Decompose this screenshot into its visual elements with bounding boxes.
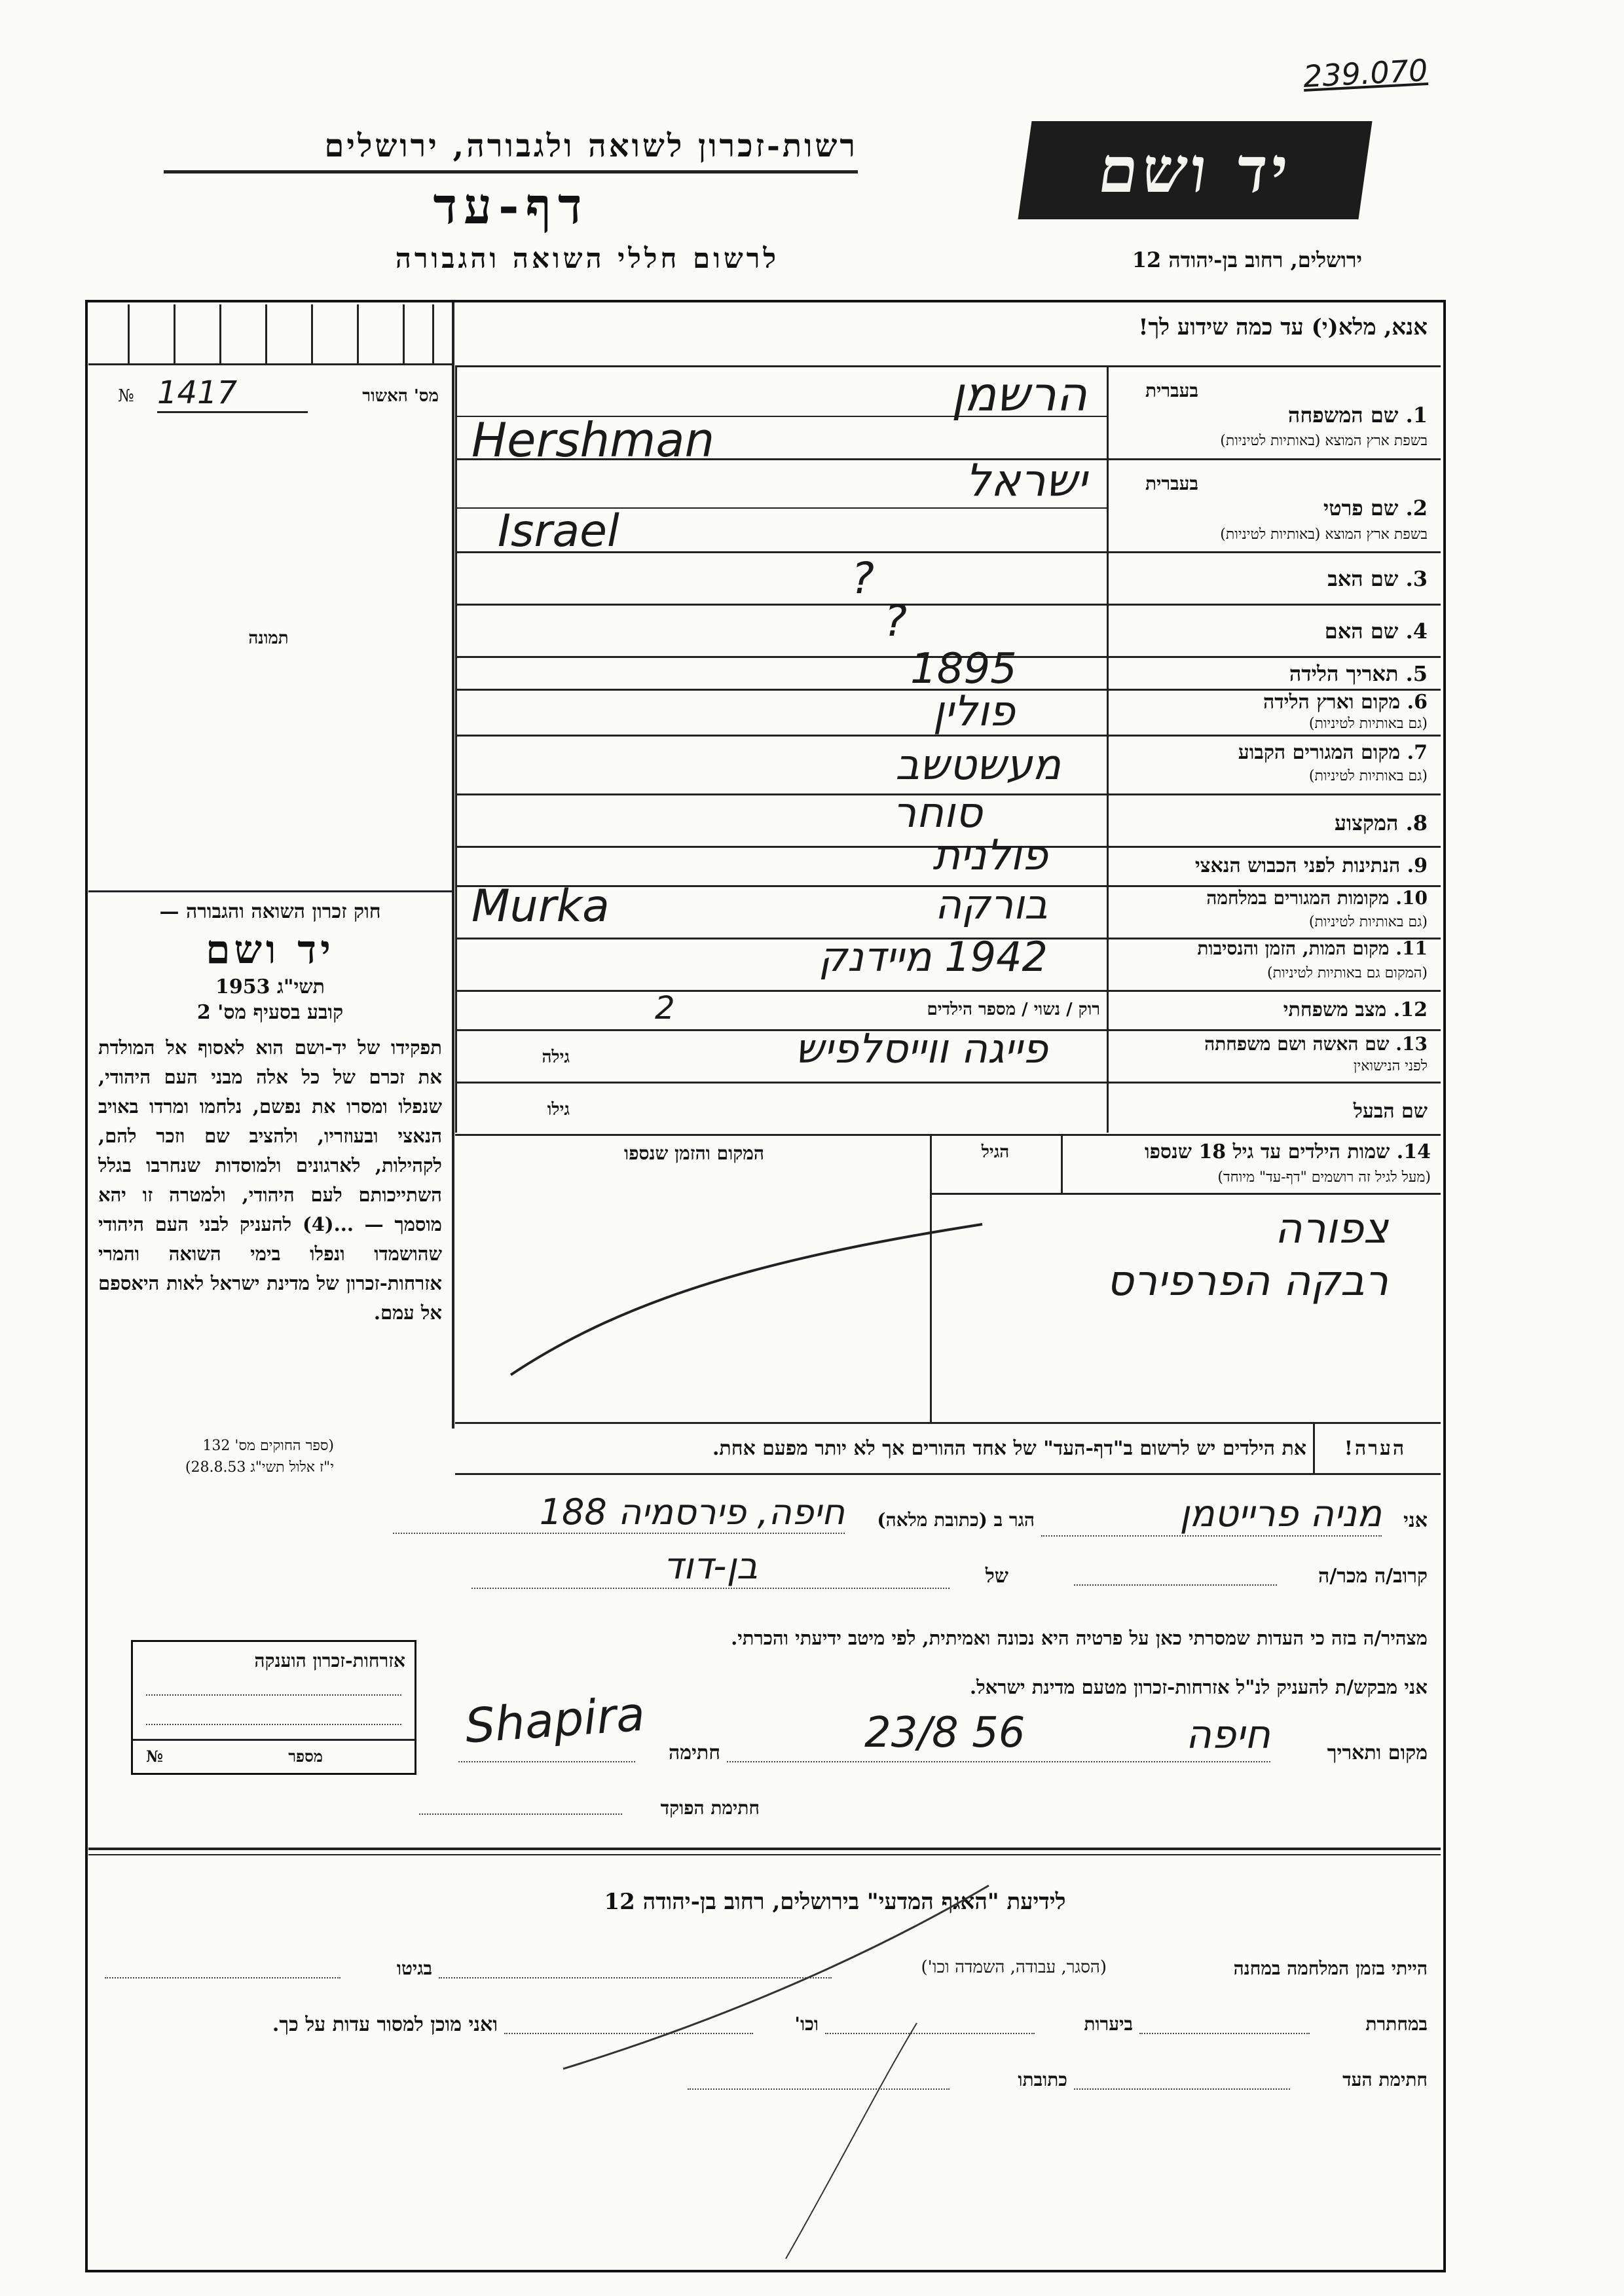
children-place-header: המקום והזמן שנספו <box>624 1142 764 1164</box>
field-1-sub: בשפת ארץ המוצא (באותיות לטיניות) <box>1220 433 1428 449</box>
children-strike-through <box>498 1218 995 1388</box>
field-2-value-latin: Israel <box>498 505 619 557</box>
bottom-title: לידיעת "האגף המדעי" בירושלים, רחוב בן-יהודה 12 <box>604 1889 1066 1915</box>
bottom-line2-b: ביערות <box>1084 2013 1133 2035</box>
citizenship-number-label: מספר <box>288 1747 323 1766</box>
bottom-line1-a: הייתי בזמן המלחמה במחנה <box>1233 1958 1428 1979</box>
field-5-label: 5. תאריך הלידה <box>1289 661 1428 686</box>
field-2-hebrew-tag: בעברית <box>1145 473 1198 494</box>
field-5-value: 1895 <box>910 645 1017 693</box>
law-ref-1: (ספר החוקים מס' 132 <box>202 1438 334 1454</box>
law-clause: קובע בסעיף מס' 2 <box>196 1001 344 1024</box>
law-ref-2: י"ז אלול תשי"ג 28.8.53) <box>185 1459 334 1476</box>
value-column-left <box>455 367 457 1133</box>
field-9-label: 9. הנתינות לפני הכבוש הנאצי <box>1194 854 1428 877</box>
field-2-value-hebrew: ישראל <box>965 455 1087 507</box>
form-title: דף-עד <box>433 177 589 235</box>
field-10-value-hebrew: בורקה <box>934 881 1048 928</box>
law-name: יד ושם <box>206 927 335 973</box>
field-4-label: 4. שם האם <box>1324 619 1428 644</box>
bottom-line1-b: (הסגר, עבודה, השמדה וכו') <box>921 1958 1107 1977</box>
law-year: תשי"ג 1953 <box>215 975 325 998</box>
field-11-value: 1942 מיידנק <box>818 933 1048 981</box>
child-1-name: צפורה <box>1274 1205 1388 1253</box>
relation-line <box>1074 1584 1277 1586</box>
children-sub: (מעל לגיל זה רושמים "דף-עד" מיוחד) <box>1217 1169 1431 1186</box>
field-7-label: 7. מקום המגורים הקבוע <box>1238 741 1428 764</box>
law-text: תפקידו של יד-ושם הוא לאסוף אל המולדת את זכרם של כל אלה מבני העם היהודי, שנפלו ומסרו את נפשם, נלחמו ומרדו באויב הנאצי ובעוזריו, ולהציב שם וזכר להם, לקהילות, לארגונים ולמוסדות שנחרבו בגלל השתייכותם לעם היהודי, ולמטרה זו יהא מוסמך — ...(4) להעניק לבני העם היהודי שהושמדו ונפלו בימי השואה והמרי אזרחות-זכרון של מדינת ישראל לאות היאספם אל עמם. <box>98 1036 442 1324</box>
photo-label: תמונה <box>248 629 289 648</box>
children-label: 14. שמות הילדים עד גיל 18 שנספו <box>1144 1140 1431 1163</box>
field-2-sub: בשפת ארץ המוצא (באותיות לטיניות) <box>1220 526 1428 543</box>
signature-value: Shapira <box>463 1686 647 1754</box>
signature-line <box>458 1761 635 1762</box>
field-8-label: 8. המקצוע <box>1334 811 1428 835</box>
field-6-value: פולין <box>932 687 1015 736</box>
photo-rule <box>88 890 452 892</box>
field-10-label: 10. מקומות המגורים במלחמה <box>1206 887 1428 909</box>
declarant-name: מניה פרייטמן <box>1041 1493 1382 1537</box>
husband-age-label: גילו <box>547 1100 570 1120</box>
field-11-label: 11. מקום המות, הזמן והנסיבות <box>1197 938 1428 959</box>
declaration-line-2: אני מבקש/ת להעניק לנ"ל אזרחות-זכרון מטעם מדינת ישראל. <box>969 1676 1428 1698</box>
bottom-rule-2 <box>88 1854 1441 1855</box>
official-signature-line <box>419 1813 622 1815</box>
field-6-label: 6. מקום וארץ הלידה <box>1263 691 1428 714</box>
field-13-age-label: גילה <box>542 1048 570 1067</box>
official-signature-label: חתימת הפוקד <box>660 1797 760 1819</box>
of-label: של <box>985 1565 1008 1588</box>
field-13-sub: לפני הנישואין <box>1353 1058 1428 1074</box>
archive-number: 239.070 <box>1302 52 1429 94</box>
field-1-hebrew-tag: בעברית <box>1145 380 1198 401</box>
bottom-line2-d: ואני מוכן למסור עדות על כך. <box>272 2013 498 2036</box>
field-1-label: 1. שם המשפחה <box>1287 403 1428 428</box>
intro-text: אנא, מלא(י) עד כמה שידוע לך! <box>1138 314 1428 340</box>
field-12-options: רוק / נשוי / מספר הילדים <box>927 1000 1100 1019</box>
husband-label: שם הבעל <box>1353 1100 1428 1123</box>
field-1-value-latin: Hershman <box>471 412 715 467</box>
field-3-value: ? <box>851 553 875 604</box>
form-subtitle: לרשום חללי השואה והגבורה <box>395 242 779 274</box>
certificate-strip <box>88 304 452 365</box>
declarant-residing-label: הגר ב (כתובת מלאה) <box>877 1509 1035 1531</box>
bottom-line1-c: בגיטו <box>396 1958 432 1979</box>
certificate-number-sign: № <box>118 386 134 406</box>
declaration-line-1: מצהיר/ה בזה כי העדות שמסרתי כאן על פרטיה היא נכונה ואמיתית, לפי מיטב ידיעתי והכרתי. <box>731 1627 1428 1649</box>
certificate-number-value: 1417 <box>157 374 308 413</box>
label-column-divider <box>1107 367 1109 1133</box>
authority-name: רשות-זכרון לשואה ולגבורה, ירושלים <box>324 128 858 164</box>
note-label: הערה! <box>1344 1437 1407 1460</box>
signature-label: חתימה <box>669 1741 720 1764</box>
note-text: את הילדים יש לרשום ב"דף-העד" של אחד ההורים אך לא יותר מפעם אחת. <box>712 1437 1306 1460</box>
law-sidebar <box>98 900 442 1328</box>
yad-vashem-logo: יד ושם <box>1018 121 1372 219</box>
place-date-line <box>727 1761 1270 1762</box>
address: ירושלים, רחוב בן-יהודה 12 <box>1132 247 1362 272</box>
declarant-prefix: אני <box>1403 1509 1428 1532</box>
field-8-value: סוחר <box>893 789 982 837</box>
citizenship-number-sign: № <box>146 1747 164 1766</box>
field-2-label: 2. שם פרטי <box>1323 496 1428 520</box>
certificate-number-label: מס' האשור <box>362 386 439 406</box>
field-1-value-hebrew: הרשמן <box>951 367 1087 422</box>
field-6-sub: (גם באותיות לטיניות) <box>1308 716 1428 732</box>
bottom-line2-a: במחתרת <box>1365 2013 1428 2035</box>
children-age-header: הגיל <box>981 1142 1010 1162</box>
place-value: חיפה <box>1185 1712 1270 1758</box>
left-column-divider <box>452 302 454 1429</box>
citizenship-box <box>131 1640 416 1775</box>
citizenship-title: אזרחות-זכרון הוענקה <box>254 1650 405 1671</box>
relation-value: בן-דוד <box>471 1545 950 1589</box>
field-7-value: מעשטשב <box>895 741 1061 790</box>
place-date-label: מקום ותאריך <box>1327 1741 1428 1764</box>
field-10-value-latin: Murka <box>471 881 610 932</box>
field-12-label: 12. מצב משפחתי <box>1283 998 1428 1021</box>
field-13-value: פייגה ווייסלפיש <box>795 1025 1048 1072</box>
header-rule <box>164 170 858 173</box>
field-4-value: ? <box>884 596 908 646</box>
bottom-line3-a: חתימת העד <box>1342 2069 1428 2090</box>
bottom-rule-1 <box>88 1848 1441 1850</box>
law-title: חוק זכרון השואה והגבורה — <box>159 900 381 923</box>
field-10-sub: (גם באותיות לטיניות) <box>1308 914 1428 930</box>
bottom-line2-c: וכו' <box>794 2013 819 2035</box>
field-9-value: פולנית <box>932 831 1048 880</box>
field-13-label: 13. שם האשה ושם משפחתה <box>1204 1033 1428 1055</box>
date-value: 23/8 56 <box>864 1709 1025 1757</box>
relation-label: קרוב/ה מכר/ה <box>1318 1565 1428 1588</box>
bottom-line3-b: כתובתו <box>1018 2069 1067 2090</box>
bottom-strike-through <box>537 1872 1008 2265</box>
field-12-value: 2 <box>655 990 675 1027</box>
field-11-sub: (המקום גם באותיות לטיניות) <box>1267 965 1428 981</box>
declarant-address: חיפה, פירסמיה 188 <box>393 1491 845 1534</box>
field-7-sub: (גם באותיות לטיניות) <box>1308 768 1428 784</box>
field-3-label: 3. שם האב <box>1327 566 1428 591</box>
child-2-name: רבקה הפרפירס <box>1106 1257 1388 1305</box>
